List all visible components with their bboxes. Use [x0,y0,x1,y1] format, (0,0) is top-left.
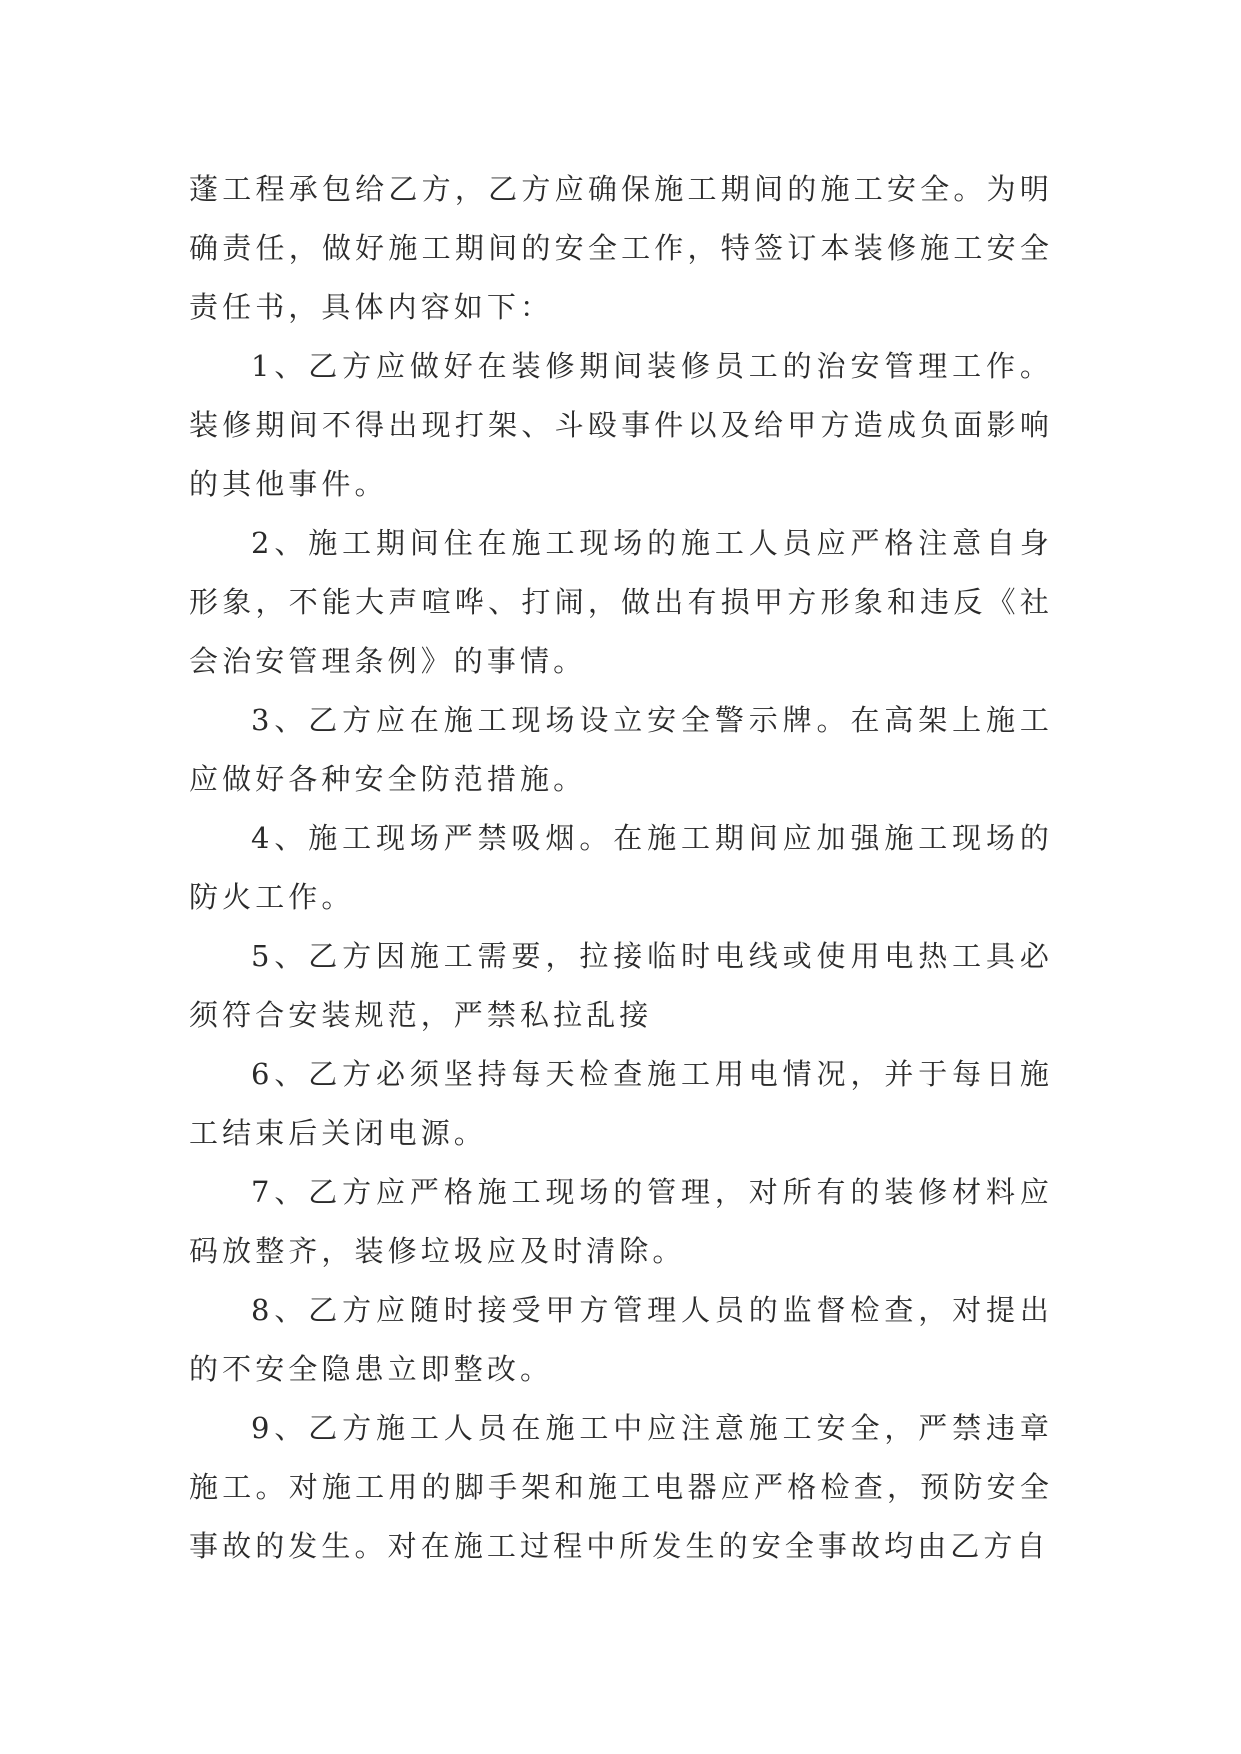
paragraph-item-3: 3、乙方应在施工现场设立安全警示牌。在高架上施工应做好各种安全防范措施。 [189,703,1053,796]
paragraph-item-2: 2、施工期间住在施工现场的施工人员应严格注意自身形象，不能大声喧哗、打闹，做出有损甲方形象和违反《社会治安管理条例》的事情。 [189,526,1053,678]
paragraph-item-9: 9、乙方施工人员在施工中应注意施工安全，严禁违章施工。对施工用的脚手架和施工电器应严格检查，预防安全事故的发生。对在施工过程中所发生的安全事故均由乙方自 [189,1411,1053,1563]
paragraph-item-1: 1、乙方应做好在装修期间装修员工的治安管理工作。装修期间不得出现打架、斗殴事件以及给甲方造成负面影响的其他事件。 [189,349,1053,501]
document-body [189,160,1053,1576]
paragraph-item-7: 7、乙方应严格施工现场的管理，对所有的装修材料应码放整齐，装修垃圾应及时清除。 [189,1175,1053,1268]
paragraph-item-4: 4、施工现场严禁吸烟。在施工期间应加强施工现场的防火工作。 [189,821,1053,914]
paragraph-item-6: 6、乙方必须坚持每天检查施工用电情况，并于每日施工结束后关闭电源。 [189,1057,1053,1150]
paragraph-item-5: 5、乙方因施工需要，拉接临时电线或使用电热工具必须符合安装规范，严禁私拉乱接 [189,939,1053,1032]
paragraph-intro: 蓬工程承包给乙方，乙方应确保施工期间的施工安全。为明确责任，做好施工期间的安全工作，特签订本装修施工安全责任书，具体内容如下： [189,172,1053,324]
paragraph-item-8: 8、乙方应随时接受甲方管理人员的监督检查，对提出的不安全隐患立即整改。 [189,1293,1053,1386]
